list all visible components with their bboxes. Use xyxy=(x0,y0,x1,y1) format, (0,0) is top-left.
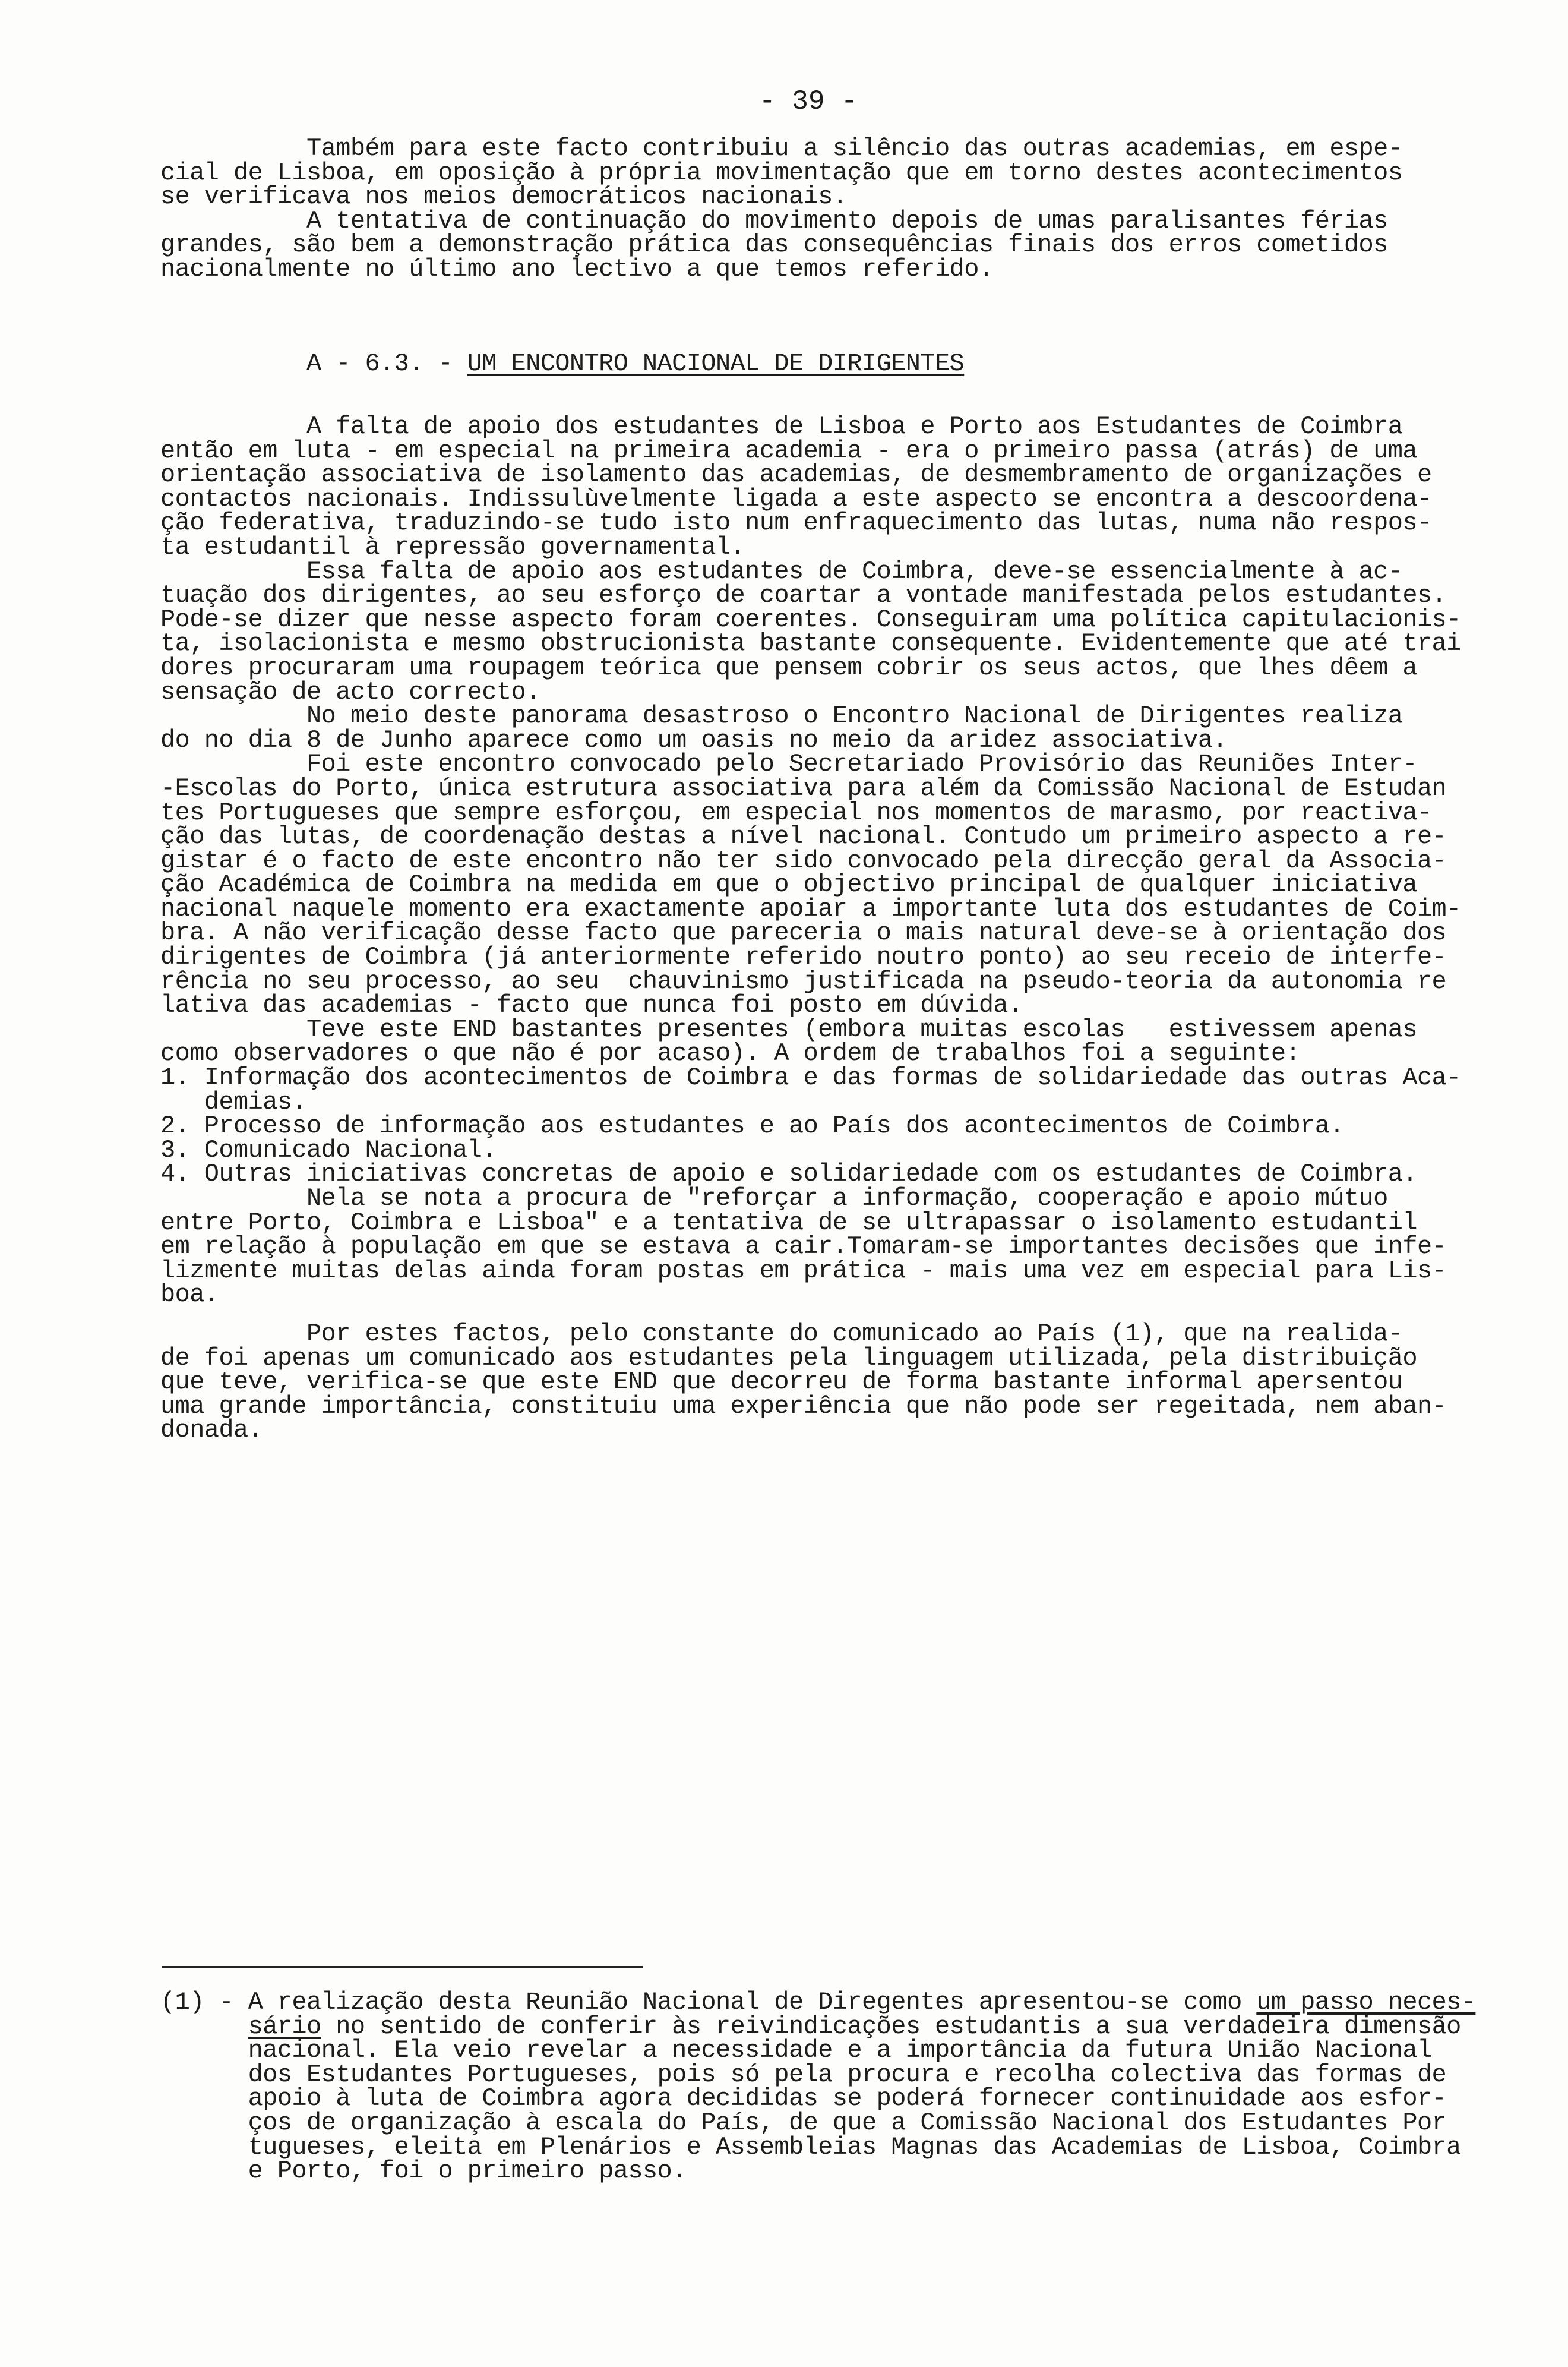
text-line: Pode-se dizer que nesse aspecto foram coerentes. Conseguiram uma política capitulacionis- xyxy=(160,605,1461,634)
text-line: Teve este END bastantes presentes (embora muitas escolas estivessem apenas xyxy=(160,1015,1417,1044)
text-line: de foi apenas um comunicado aos estudantes pela linguagem utilizada, pela distribuição xyxy=(160,1343,1417,1372)
text-line: ta estudantil à repressão governamental. xyxy=(160,532,745,561)
text-line: ção Académica de Coimbra na medida em que o objectivo principal de qualquer iniciativa xyxy=(160,870,1417,900)
text-line: cial de Lisboa, em oposição à própria movimentação que em torno destes acontecimentos xyxy=(160,158,1403,187)
text-line: então em luta - em especial na primeira academia - era o primeiro passa (atrás) de uma xyxy=(160,436,1417,465)
text-line: nacional naquele momento era exactamente apoiar a importante luta dos estudantes de Coim- xyxy=(160,894,1461,923)
text-line: dirigentes de Coimbra (já anteriormente referido noutro ponto) ao seu receio de interfe- xyxy=(160,943,1447,972)
text-line: sensação de acto correcto. xyxy=(160,677,540,706)
list-item: 3. Comunicado Nacional. xyxy=(160,1135,497,1164)
text-line: bra. A não verificação desse facto que pareceria o mais natural deve-se à orientação dos xyxy=(160,919,1447,948)
text-line: uma grande importância, constituiu uma experiência que não pode ser regeitada, nem aban- xyxy=(160,1391,1447,1421)
section-title: UM ENCONTRO NACIONAL DE DIRIGENTES xyxy=(467,349,965,378)
text-line: orientação associativa de isolamento das academias, de desmembramento de organizações e xyxy=(160,460,1432,490)
footnote-emphasis: um passo neces- xyxy=(1256,1988,1476,2016)
footnote-separator xyxy=(162,1966,643,1968)
paragraph-block-2 xyxy=(160,412,1485,1068)
page-number: - 39 - xyxy=(759,86,858,117)
list-item: 2. Processo de informação aos estudantes e ao País dos acontecimentos de Coimbra. xyxy=(160,1112,1344,1141)
text-line: Por estes factos, pelo constante do comunicado ao País (1), que na realida- xyxy=(160,1320,1403,1348)
text-line: dores procuraram uma roupagem teórica que pensem cobrir os seus actos, que lhes dêem a xyxy=(160,653,1417,682)
footnote-line: e Porto, foi o primeiro passo. xyxy=(160,2157,687,2186)
paragraph-block-1 xyxy=(160,134,1485,283)
text-line: se verificava nos meios democráticos nacionais. xyxy=(160,182,848,212)
text-line: lativa das academias - facto que nunca foi posto em dúvida. xyxy=(160,991,1023,1020)
text-line: donada. xyxy=(160,1416,263,1445)
paragraph-block-3 xyxy=(160,1186,1485,1307)
footnote-line: dos Estudantes Portugueses, pois só pela procura e recolha colectiva das formas de xyxy=(160,2060,1447,2089)
text-line: ção federativa, traduzindo-se tudo isto num enfraquecimento das lutas, numa não respos- xyxy=(160,509,1432,538)
text-line: que teve, verifica-se que este END que decorreu de forma bastante informal apersentou xyxy=(160,1368,1403,1397)
text-line: como observadores o que não é por acaso). A ordem de trabalhos foi a seguinte: xyxy=(160,1039,1301,1068)
footnote-line: nacional. Ela veio revelar a necessidade e a importância da futura União Nacional xyxy=(160,2036,1432,2065)
footnote-line: tugueses, eleita em Plenários e Assembleias Magnas das Academias de Lisboa, Coimbra xyxy=(160,2132,1461,2161)
list-item: 4. Outras iniciativas concretas de apoio e solidariedade com os estudantes de Coimbra. xyxy=(160,1160,1417,1189)
text-line: entre Porto, Coimbra e Lisboa" e a tentativa de se ultrapassar o isolamento estudantil xyxy=(160,1208,1417,1237)
footnote xyxy=(160,1988,1485,2186)
text-line: A falta de apoio dos estudantes de Lisboa e Porto aos Estudantes de Coimbra xyxy=(160,412,1403,441)
text-line: A tentativa de continuação do movimento depois de umas paralisantes férias xyxy=(160,206,1388,235)
text-line: -Escolas do Porto, única estrutura associativa para além da Comissão Nacional de Estudan xyxy=(160,774,1447,803)
text-line: Nela se nota a procura de "reforçar a informação, cooperação e apoio mútuo xyxy=(160,1184,1388,1213)
text-line: rência no seu processo, ao seu chauvinismo justificada na pseudo-teoria da autonomia re xyxy=(160,967,1447,996)
footnote-line: apoio à luta de Coimbra agora decididas se poderá fornecer continuidade aos esfor- xyxy=(160,2084,1447,2113)
footnote-text: no sentido de conferir às reivindicações estudantis a sua verdadeira dimensão xyxy=(321,2012,1461,2041)
text-line: Foi este encontro convocado pelo Secretariado Provisório das Reuniões Inter- xyxy=(160,750,1417,779)
text-line: tuação dos dirigentes, ao seu esforço de coartar a vontade manifestada pelos estudantes. xyxy=(160,581,1447,610)
list-item: 1. Informação dos acontecimentos de Coimbra e das formas de solidariedade das outras Aca- xyxy=(160,1063,1461,1092)
text-line: boa. xyxy=(160,1280,219,1309)
footnote-marker: (1) - xyxy=(160,1988,248,2016)
list-item: demias. xyxy=(160,1087,307,1116)
footnote-text: A realização desta Reunião Nacional de Diregentes apresentou-se como xyxy=(248,1988,1257,2016)
text-line: tes Portugueses que sempre esforçou, em especial nos momentos de marasmo, por reactiva- xyxy=(160,798,1432,827)
text-line: No meio deste panorama desastroso o Encontro Nacional de Dirigentes realiza xyxy=(160,702,1403,731)
text-line: em relação à população em que se estava a cair.Tomaram-se importantes decisões que infe- xyxy=(160,1232,1447,1261)
text-line: gistar é o facto de este encontro não ter sido convocado pela direcção geral da Associa- xyxy=(160,846,1447,875)
text-line: Essa falta de apoio aos estudantes de Coimbra, deve-se essencialmente à ac- xyxy=(160,557,1403,586)
text-line: ção das lutas, de coordenação destas a nível nacional. Contudo um primeiro aspecto a re- xyxy=(160,822,1447,851)
text-line: Também para este facto contribuiu a silêncio das outras academias, em espe- xyxy=(160,134,1403,163)
text-line: ta, isolacionista e mesmo obstrucionista bastante consequente. Evidentemente que até trai xyxy=(160,629,1461,658)
text-line: grandes, são bem a demonstração prática das consequências finais dos erros cometidos xyxy=(160,231,1388,260)
section-heading xyxy=(160,349,1485,378)
footnote-line: ços de organização à escala do País, de que a Comissão Nacional dos Estudantes Por xyxy=(160,2108,1447,2137)
text-line: nacionalmente no último ano lectivo a que temos referido. xyxy=(160,254,994,283)
agenda-list xyxy=(160,1063,1485,1189)
text-line: lizmente muitas delas ainda foram postas em prática - mais uma vez em especial para Lis- xyxy=(160,1256,1447,1285)
text-line: contactos nacionais. Indissulùvelmente ligada a este aspecto se encontra a descoordena- xyxy=(160,484,1432,513)
section-number: A - 6.3. - xyxy=(160,349,467,378)
footnote-emphasis: sário xyxy=(248,2012,321,2041)
paragraph-block-4 xyxy=(160,1322,1485,1443)
text-line: do no dia 8 de Junho aparece como um oasis no meio da aridez associativa. xyxy=(160,725,1228,755)
